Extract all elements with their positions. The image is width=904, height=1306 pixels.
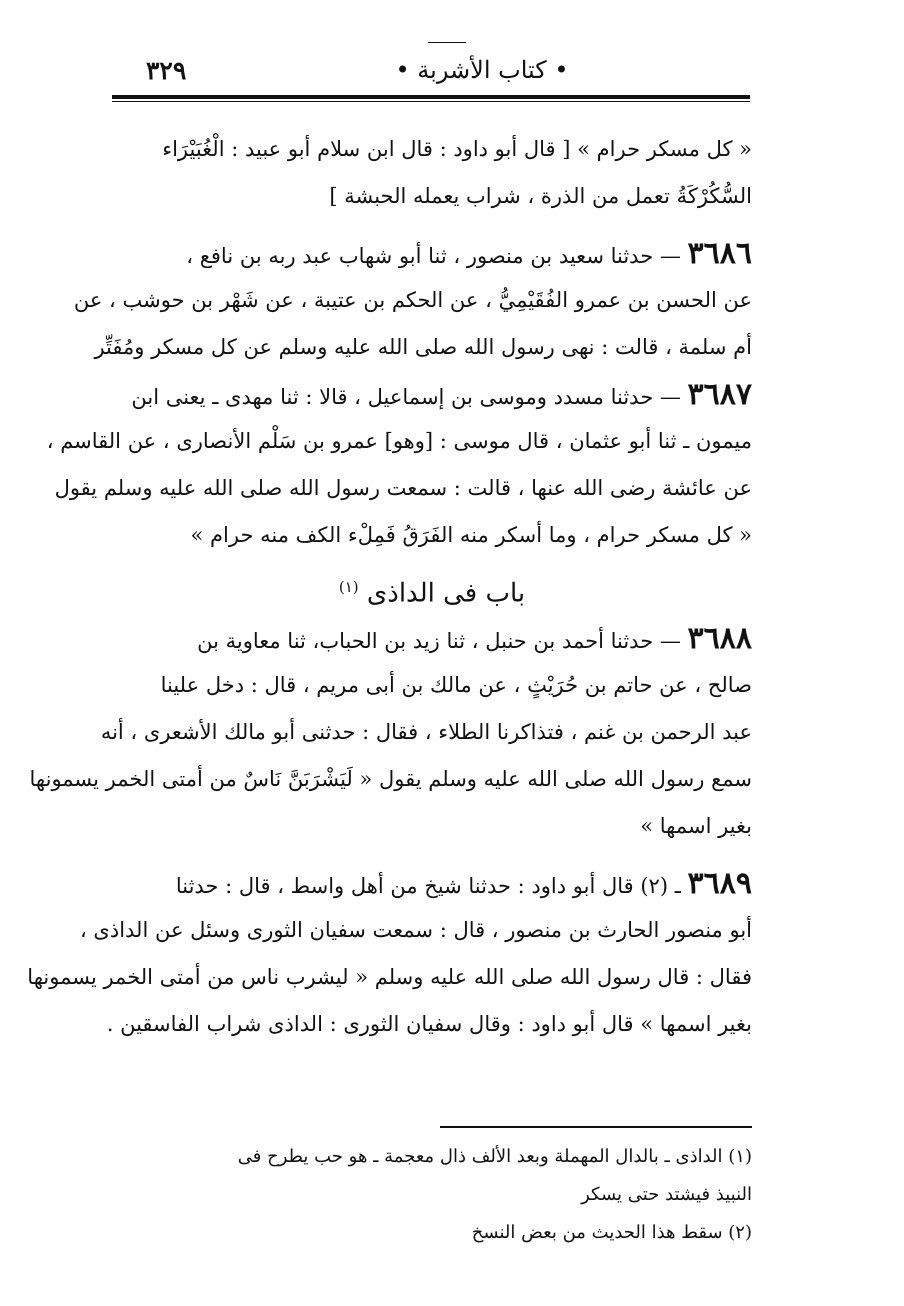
hadith-3688-line: بغير اسمها » bbox=[640, 814, 752, 838]
hadith-3686-line: عن الحسن بن عمرو الفُقَيْمِيُّ ، عن الحكم بن عتيبة ، عن شَهْر بن حوشب ، عن bbox=[73, 288, 752, 312]
footnote-line: (٢) سقط هذا الحديث من بعض النسخ bbox=[471, 1222, 752, 1243]
page-number: ٣٢٩ bbox=[146, 56, 187, 85]
top-ornament-line bbox=[428, 42, 466, 43]
hadith-number: ٣٦٨٩ bbox=[687, 866, 752, 901]
hadith-3688-line: ٣٦٨٨ — حدثنا أحمد بن حنبل ، ثنا زيد بن الحباب، ثنا معاوية بن bbox=[197, 621, 752, 656]
hadith-3689-line: فقال : قال رسول الله صلى الله عليه وسلم « ليشرب ناس من أمتى الخمر يسمونها bbox=[27, 965, 752, 989]
hadith-3688-line: عبد الرحمن بن غنم ، فتذاكرنا الطلاء ، فقال : حدثنى أبو مالك الأشعرى ، أنه bbox=[100, 720, 752, 744]
header-rule-thin bbox=[112, 101, 750, 102]
footnote-marker: (١) bbox=[338, 578, 359, 596]
footnote-line: (١) الداذى ـ بالدال المهملة وبعد الألف ذال معجمة ـ هو حب يطرح فى bbox=[237, 1146, 752, 1167]
footnote-rule bbox=[440, 1126, 752, 1128]
footnotes bbox=[112, 1138, 752, 1252]
hadith-3687-line: ميمون ـ ثنا أبو عثمان ، قال موسى : [وهو] عمرو بن سَلْم الأنصارى ، عن القاسم ، bbox=[46, 429, 752, 453]
intro-line: السُّكُرْكَةُ تعمل من الذرة ، شراب يعمله الحبشة ] bbox=[329, 184, 752, 208]
hadith-3687-line: عن عائشة رضى الله عنها ، قالت : سمعت رسول الله صلى الله عليه وسلم يقول bbox=[54, 476, 752, 500]
hadith-3689-line: ٣٦٨٩ ـ (٢) قال أبو داود : حدثنا شيخ من أهل واسط ، قال : حدثنا bbox=[175, 866, 752, 901]
body-text bbox=[27, 126, 752, 1048]
intro-line: « كل مسكر حرام » [ قال أبو داود : قال ابن سلام أبو عبيد : الْغُبَيْرَاء bbox=[162, 137, 752, 161]
page-header bbox=[112, 52, 750, 92]
hadith-3686-line: ٣٦٨٦ — حدثنا سعيد بن منصور ، ثنا أبو شهاب عبد ربه بن نافع ، bbox=[186, 236, 752, 271]
footnote-line: النبيذ فيشتد حتى يسكر bbox=[581, 1184, 752, 1205]
hadith-number: ٣٦٨٧ bbox=[687, 377, 752, 412]
hadith-3687-line: ٣٦٨٧ — حدثنا مسدد وموسى بن إسماعيل ، قالا : ثنا مهدى ـ يعنى ابن bbox=[131, 377, 752, 412]
hadith-number: ٣٦٨٦ bbox=[687, 236, 752, 271]
hadith-3688-line: صالح ، عن حاتم بن حُرَيْثٍ ، عن مالك بن أبى مريم ، قال : دخل علينا bbox=[160, 673, 752, 697]
hadith-3686-line: أم سلمة ، قالت : نهى رسول الله صلى الله عليه وسلم عن كل مسكر ومُفَتِّر bbox=[94, 335, 752, 359]
hadith-number: ٣٦٨٨ bbox=[687, 621, 752, 656]
header-rule bbox=[112, 95, 750, 99]
chapter-title: باب فى الداذى bbox=[366, 578, 526, 609]
hadith-3689-line: أبو منصور الحارث بن منصور ، قال : سمعت سفيان الثورى وسئل عن الداذى ، bbox=[79, 918, 752, 942]
running-title: • كتاب الأشربة • bbox=[395, 56, 569, 84]
chapter-heading bbox=[112, 559, 752, 615]
hadith-3687-line: « كل مسكر حرام ، وما أسكر منه الفَرَقُ فَمِلْء الكف منه حرام » bbox=[190, 523, 752, 547]
hadith-3688-line: سمع رسول الله صلى الله عليه وسلم يقول « لَيَشْرَبَنَّ نَاسٌ من أمتى الخمر يسمونها bbox=[29, 767, 752, 791]
hadith-3689-line: بغير اسمها » قال أبو داود : وقال سفيان الثورى : الداذى شراب الفاسقين . bbox=[106, 1012, 752, 1036]
